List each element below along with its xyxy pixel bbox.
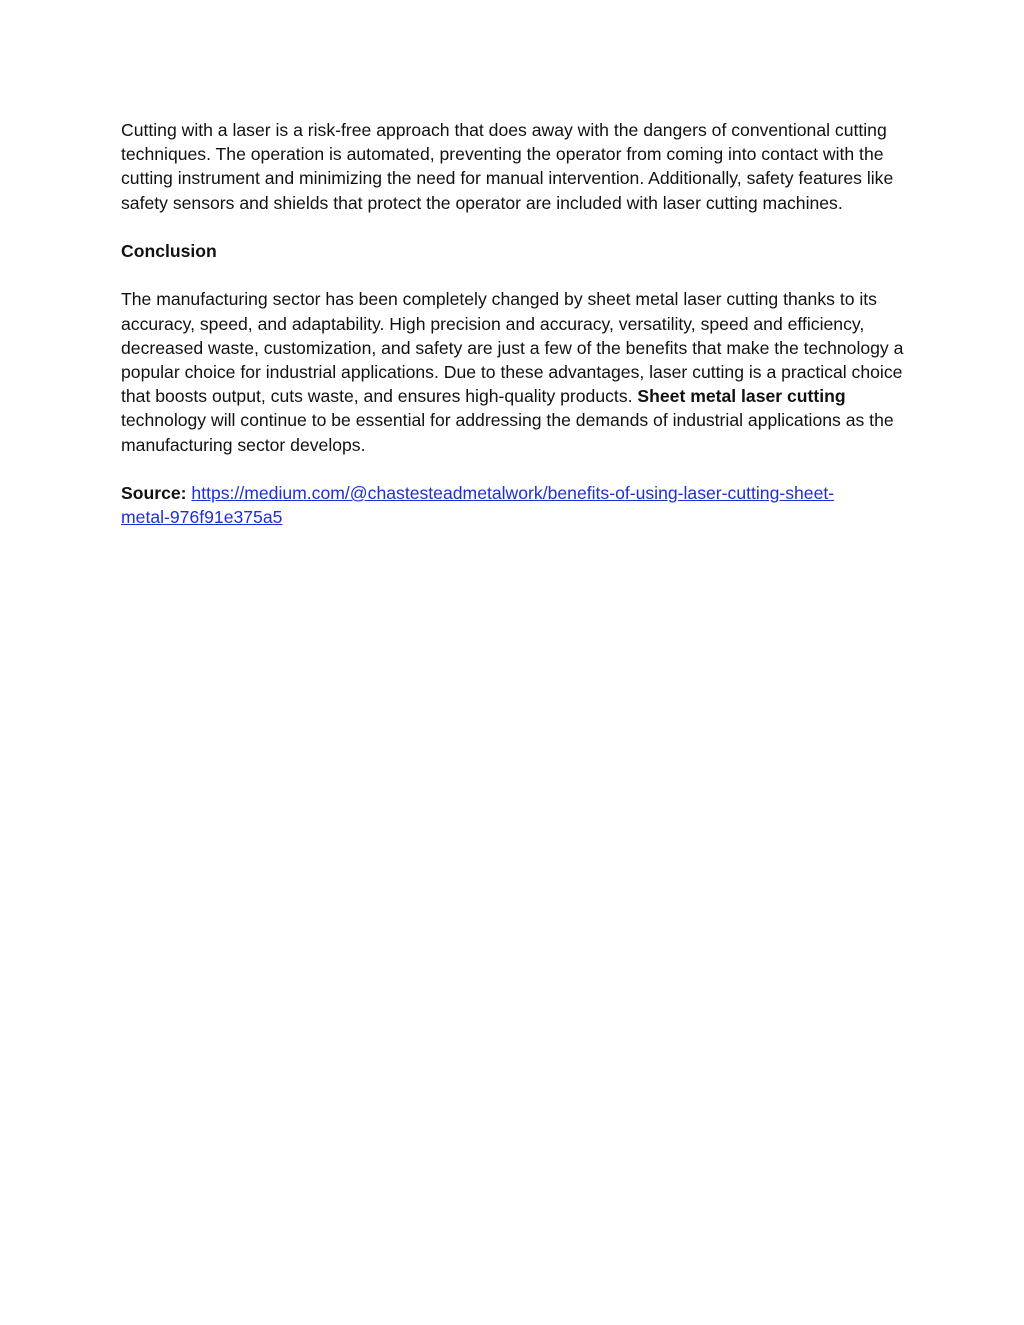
source-url-line-1: https://medium.com/@chastesteadmetalwork/benefits-of-using-laser-cutting-sheet- (191, 483, 835, 503)
source-link[interactable] (121, 483, 834, 527)
paragraph-spacer (121, 457, 911, 481)
conclusion-heading: Conclusion (121, 241, 217, 261)
conclusion-text-part-2: technology will continue to be essential for addressing the demands of industrial applications as the manufacturing sector develops. (121, 410, 894, 455)
paragraph-spacer (121, 215, 911, 239)
conclusion-bold-phrase: Sheet metal laser cutting (637, 386, 846, 407)
source-url-line-2: metal-976f91e375a5 (121, 507, 283, 528)
source-label: Source: (121, 483, 187, 503)
document-page (121, 118, 911, 529)
paragraph-spacer (121, 263, 911, 287)
conclusion-paragraph (121, 287, 911, 456)
safety-paragraph: Cutting with a laser is a risk-free approach that does away with the dangers of conventional cutting techniques. The operation is automated, preventing the operator from coming into contact with the cutting instrument and minimizing the need for manual intervention. Additionally, safety features like safety sensors and shields that protect the operator are included with laser cutting machines. (121, 120, 894, 213)
conclusion-text-part-1: The manufacturing sector has been completely changed by sheet metal laser cutting thanks to its accuracy, speed, and adaptability. High precision and accuracy, versatility, speed and efficiency, decreased waste, customization, and safety are just a few of the benefits that make the technology a popular choice for industrial applications. Due to these advantages, laser cutting is a practical choice that boosts output, cuts waste, and ensures high-quality products. (121, 289, 904, 407)
source-line (121, 481, 911, 529)
